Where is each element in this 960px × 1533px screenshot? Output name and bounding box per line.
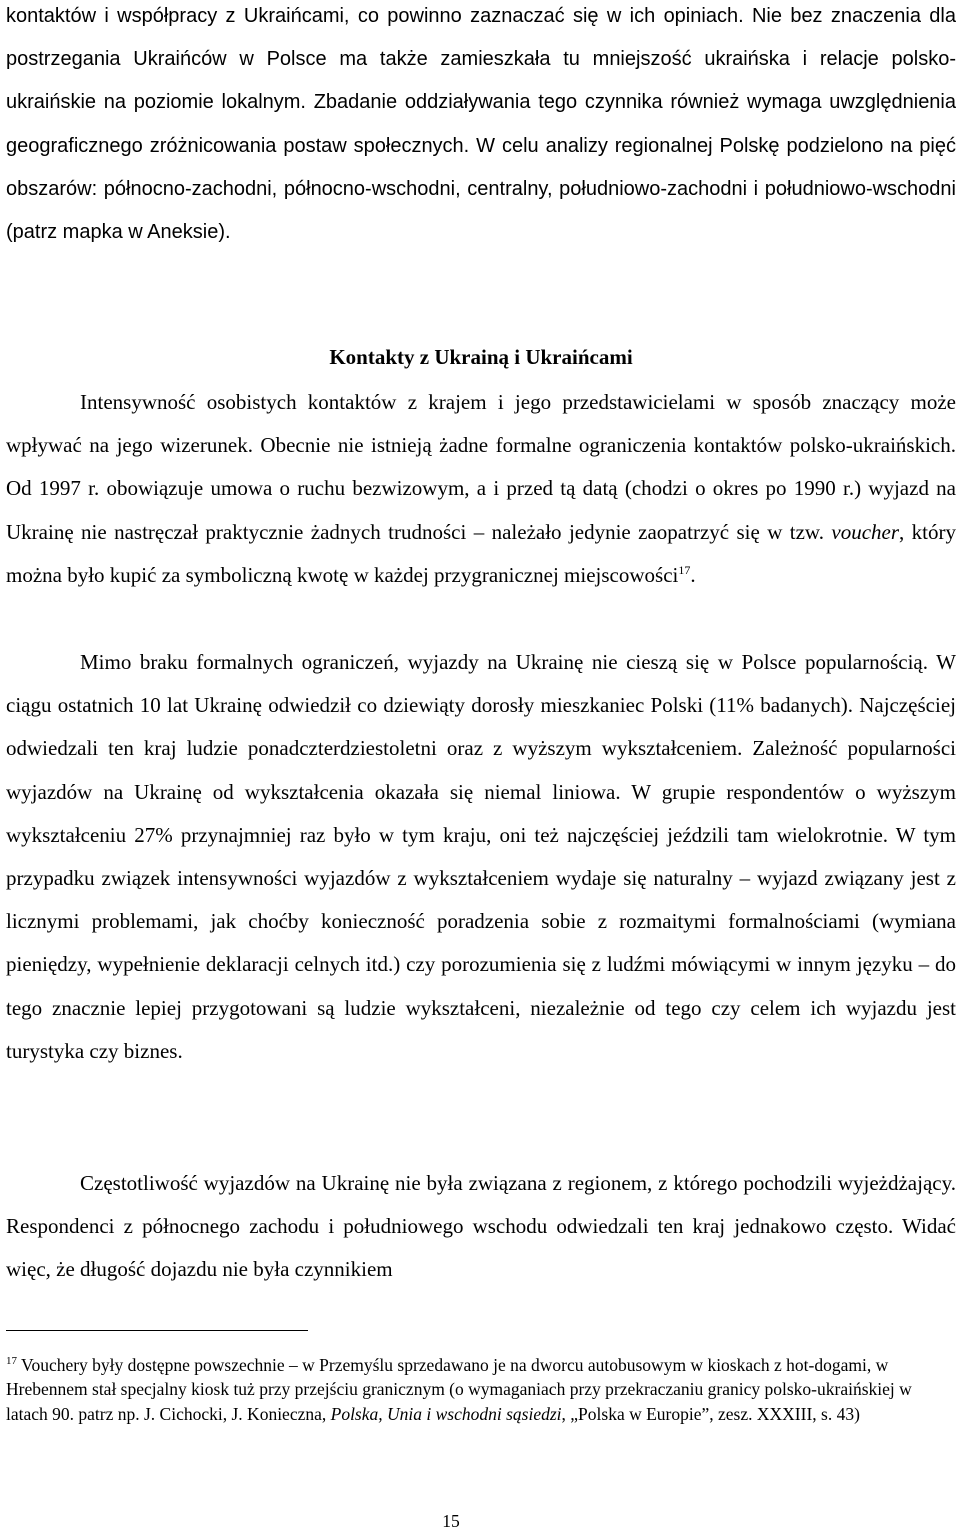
page-number: 15 <box>442 1511 460 1531</box>
footnote-separator <box>6 1330 308 1331</box>
paragraph-travel-frequency: Częstotliwość wyjazdów na Ukrainę nie była związana z regionem, z którego pochodzili wyjeżdżający. Respondenci z północnego zachodu i południowego wschodu odwiedzali ten kraj jednakowo często. Widać więc, że długość dojazdu nie była czynnikiem <box>6 1171 956 1282</box>
paragraph-travel-popularity: Mimo braku formalnych ograniczeń, wyjazdy na Ukrainę nie cieszą się w Polsce popularnością. W ciągu ostatnich 10 lat Ukrainę odwiedził co dziewiąty dorosły mieszkaniec Polski (11% badanych). Najczęściej odwiedzali ten kraj ludzie ponadczterdziestoletni oraz z wyższym wykształceniem. Zależność popularności wyjazdów na Ukrainę od wykształcenia okazała się niemal liniowa. W grupie respondentów o wyższym wykształceniu 27% przynajmniej raz było w tym kraju, oni też najczęściej jeździli tam wielokrotnie. W tym przypadku związek intensywności wyjazdów z wykształceniem wydaje się naturalny – wyjazd związany jest z licznymi problemami, jak choćby konieczność poradzenia sobie z rozmaitymi formalnościami (wymiana pieniędzy, wypełnienie deklaracji celnych itd.) czy porozumienia się z ludźmi mówiącymi w innym języku – do tego znacznie lepiej przygotowani są ludzie wykształceni, niezależnie od tego czy celem ich wyjazdu jest turystyka czy biznes. <box>6 650 956 1063</box>
document-page <box>6 0 956 1533</box>
paragraph-text: , który można było kupić za symboliczną kwotę w każdej przygranicznej miejscowości <box>6 519 957 587</box>
footnote-italic-title: Polska, Unia i wschodni sąsiedzi <box>330 1403 562 1424</box>
footnote-text: , „Polska w Europie”, zesz. XXXIII, s. 43) <box>561 1403 860 1424</box>
italic-term: voucher <box>831 519 900 544</box>
section-heading: Kontakty z Ukrainą i Ukraińcami <box>329 345 633 369</box>
footnote-reference: 17 <box>678 562 691 577</box>
footnote <box>6 1353 946 1426</box>
paragraph-contacts-intro <box>6 381 956 597</box>
paragraph-text: . <box>690 562 696 587</box>
footnote-text: Vouchery były dostępne powszechnie – w Przemyślu sprzedawano je na dworcu autobusowym w kioskach z hot-dogami, w Hrebennem stał specjalny kiosk tuż przy przejściu granicznym (o wymaganiach przy przekraczaniu granicy polsko-ukraińskiej w latach 90. patrz np. J. Cichocki, J. Konieczna, <box>6 1355 912 1424</box>
paragraph-regional-context: kontaktów i współpracy z Ukraińcami, co powinno zaznaczać się w ich opiniach. Nie bez znaczenia dla postrzegania Ukraińców w Polsce ma także zamieszkała tu mniejszość ukraińska i relacje polsko-ukraińskie na poziomie lokalnym. Zbadanie oddziaływania tego czynnika również wymaga uwzględnienia geograficznego zróżnicowania postaw społecznych. W celu analizy regionalnej Polskę podzielono na pięć obszarów: północno-zachodni, północno-wschodni, centralny, południowo-zachodni i południowo-wschodni (patrz mapka w Aneksie). <box>6 5 956 244</box>
footnote-number: 17 <box>6 1355 17 1367</box>
paragraph-text: Intensywność osobistych kontaktów z krajem i jego przedstawicielami w sposób znaczący może wpływać na jego wizerunek. Obecnie nie istnieją żadne formalne ograniczenia kontaktów polsko-ukraińskich. Od 1997 r. obowiązuje umowa o ruchu bezwizowym, a i przed tą datą (chodzi o okres po 1990 r.) wyjazd na Ukrainę nie nastręczał praktycznie żadnych trudności – należało jedynie zaopatrzyć się w tzw. <box>6 390 956 544</box>
